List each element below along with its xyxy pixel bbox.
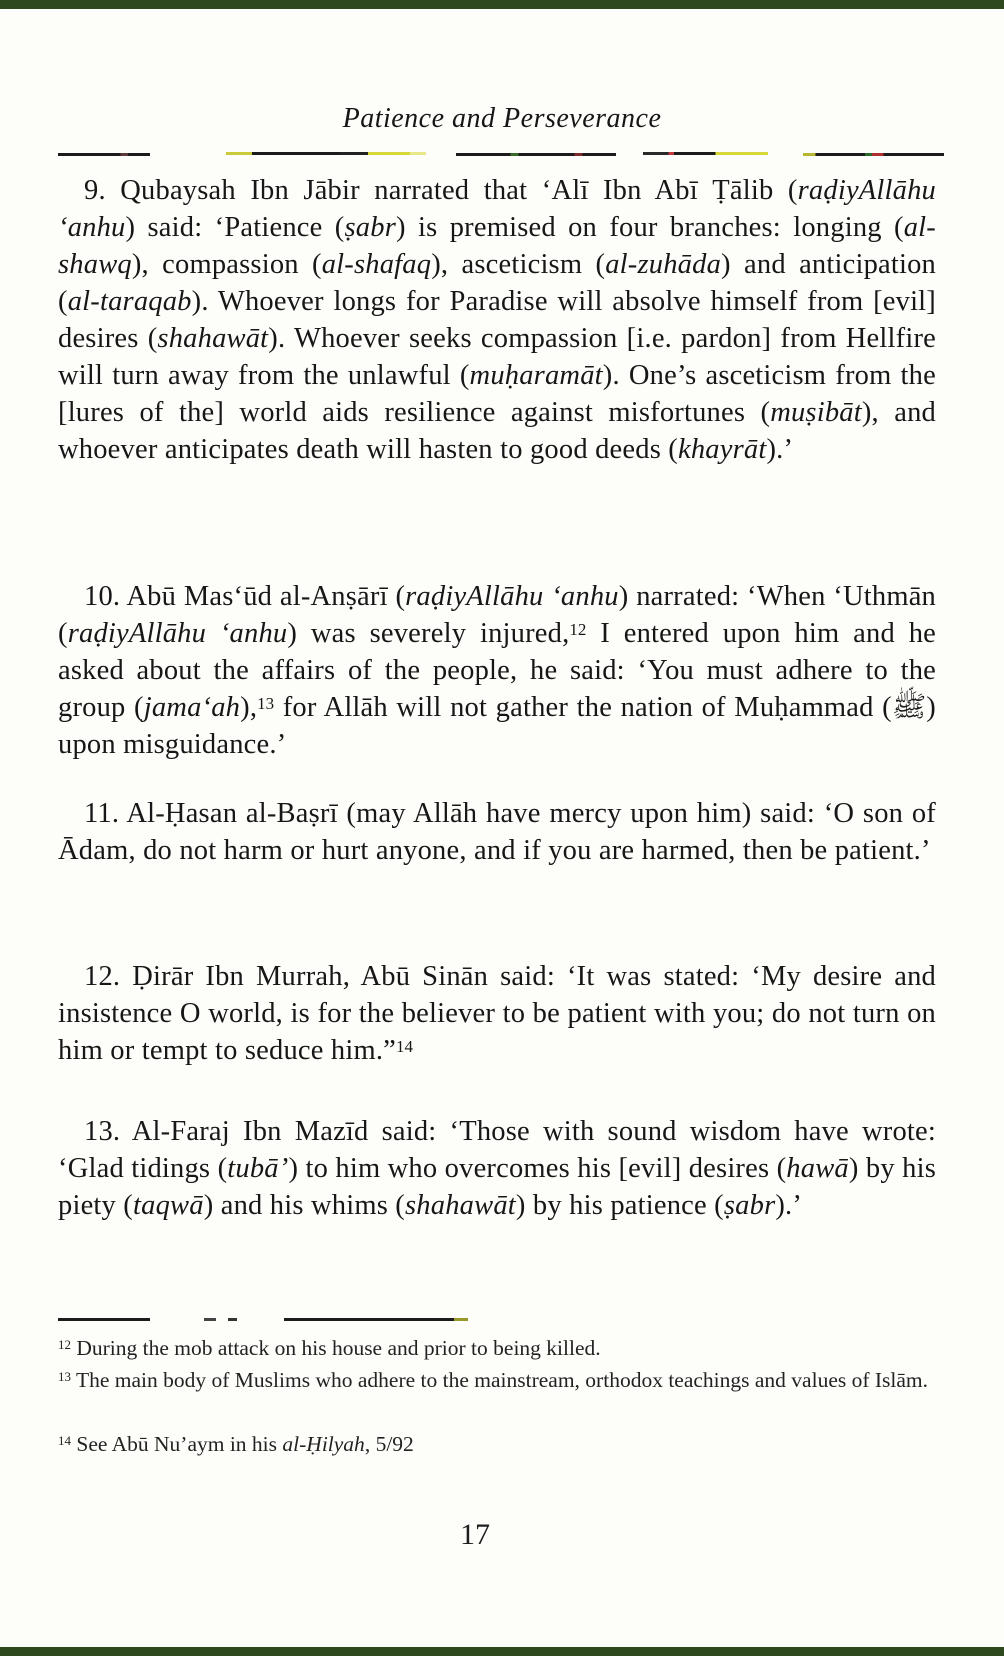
page-number: 17 [460, 1518, 490, 1551]
paragraph-10: 10. Abū Mas‘ūd al-Anṣārī (raḍiyAllāhu ‘anhu) narrated: ‘When ‘Uthmān (raḍiyAllāhu ‘anhu) was severely injured,$^{12}$ I entered upon him and he asked about the affairs of the people, he said: ‘You must adhere to the group (jama‘ah),$^{13}$ for Allāh will not gather the nation of Muḥammad (ﷺ) upon misguidance.’ [58, 581, 937, 760]
running-header: Patience and Perseverance [342, 103, 662, 134]
divider-dash [643, 152, 768, 155]
footnote-13: $^{13}$ The main body of Muslims who adhere to the mainstream, orthodox teachings and values of Islām. [58, 1368, 929, 1392]
paragraph-12: 12. Ḍirār Ibn Murrah, Abū Sinān said: ‘It was stated: ‘My desire and insistence O world, is for the believer to be patient with you; do not turn on him or tempt to seduce him.”$^{14}$ [58, 961, 936, 1066]
paragraph-11: 11. Al-Ḥasan al-Baṣrī (may Allāh have mercy upon him) said: ‘O son of Ādam, do not harm or hurt anyone, and if you are harmed, then be patient.’ [58, 798, 936, 866]
footnote-14: $^{14}$ See Abū Nu’aym in his al-Ḥilyah, 5/92 [58, 1432, 414, 1456]
divider-dash [58, 153, 150, 156]
paragraph-13: 13. Al-Faraj Ibn Mazīd said: ‘Those with sound wisdom have wrote: ‘Glad tidings (tubā’) to him who overcomes his [evil] desires (hawā) by his piety (taqwā) and his whims (shahawāt) by his patience (ṣabr).’ [58, 1116, 936, 1221]
footnote-12: $^{12}$ During the mob attack on his house and prior to being killed. [58, 1336, 601, 1360]
page-edge-top [0, 0, 1004, 9]
paragraph-9: 9. Qubaysah Ibn Jābir narrated that ‘Alī Ibn Abī Ṭālib (raḍiyAllāhu ‘anhu) said: ‘Patience (ṣabr) is premised on four branches: longing (al-shawq), compassion (al-shafaq), asceticism (al-zuhāda) and anticipation (al-taraqab). Whoever longs for Paradise will absolve himself from [evil] desires (shahawāt). Whoever seeks compassion [i.e. pardon] from Hellfire will turn away from the unlawful (muḥaramāt). One’s asceticism from the [lures of the] world aids resilience against misfortunes (muṣibāt), and whoever anticipates death will hasten to good deeds (khayrāt).’ [58, 175, 937, 465]
page-edge-bottom [0, 1647, 1004, 1656]
divider-dash [803, 153, 944, 156]
footnote-divider [58, 1318, 468, 1321]
divider-dash [456, 153, 616, 156]
header-divider [58, 151, 944, 157]
divider-dash [226, 152, 426, 155]
